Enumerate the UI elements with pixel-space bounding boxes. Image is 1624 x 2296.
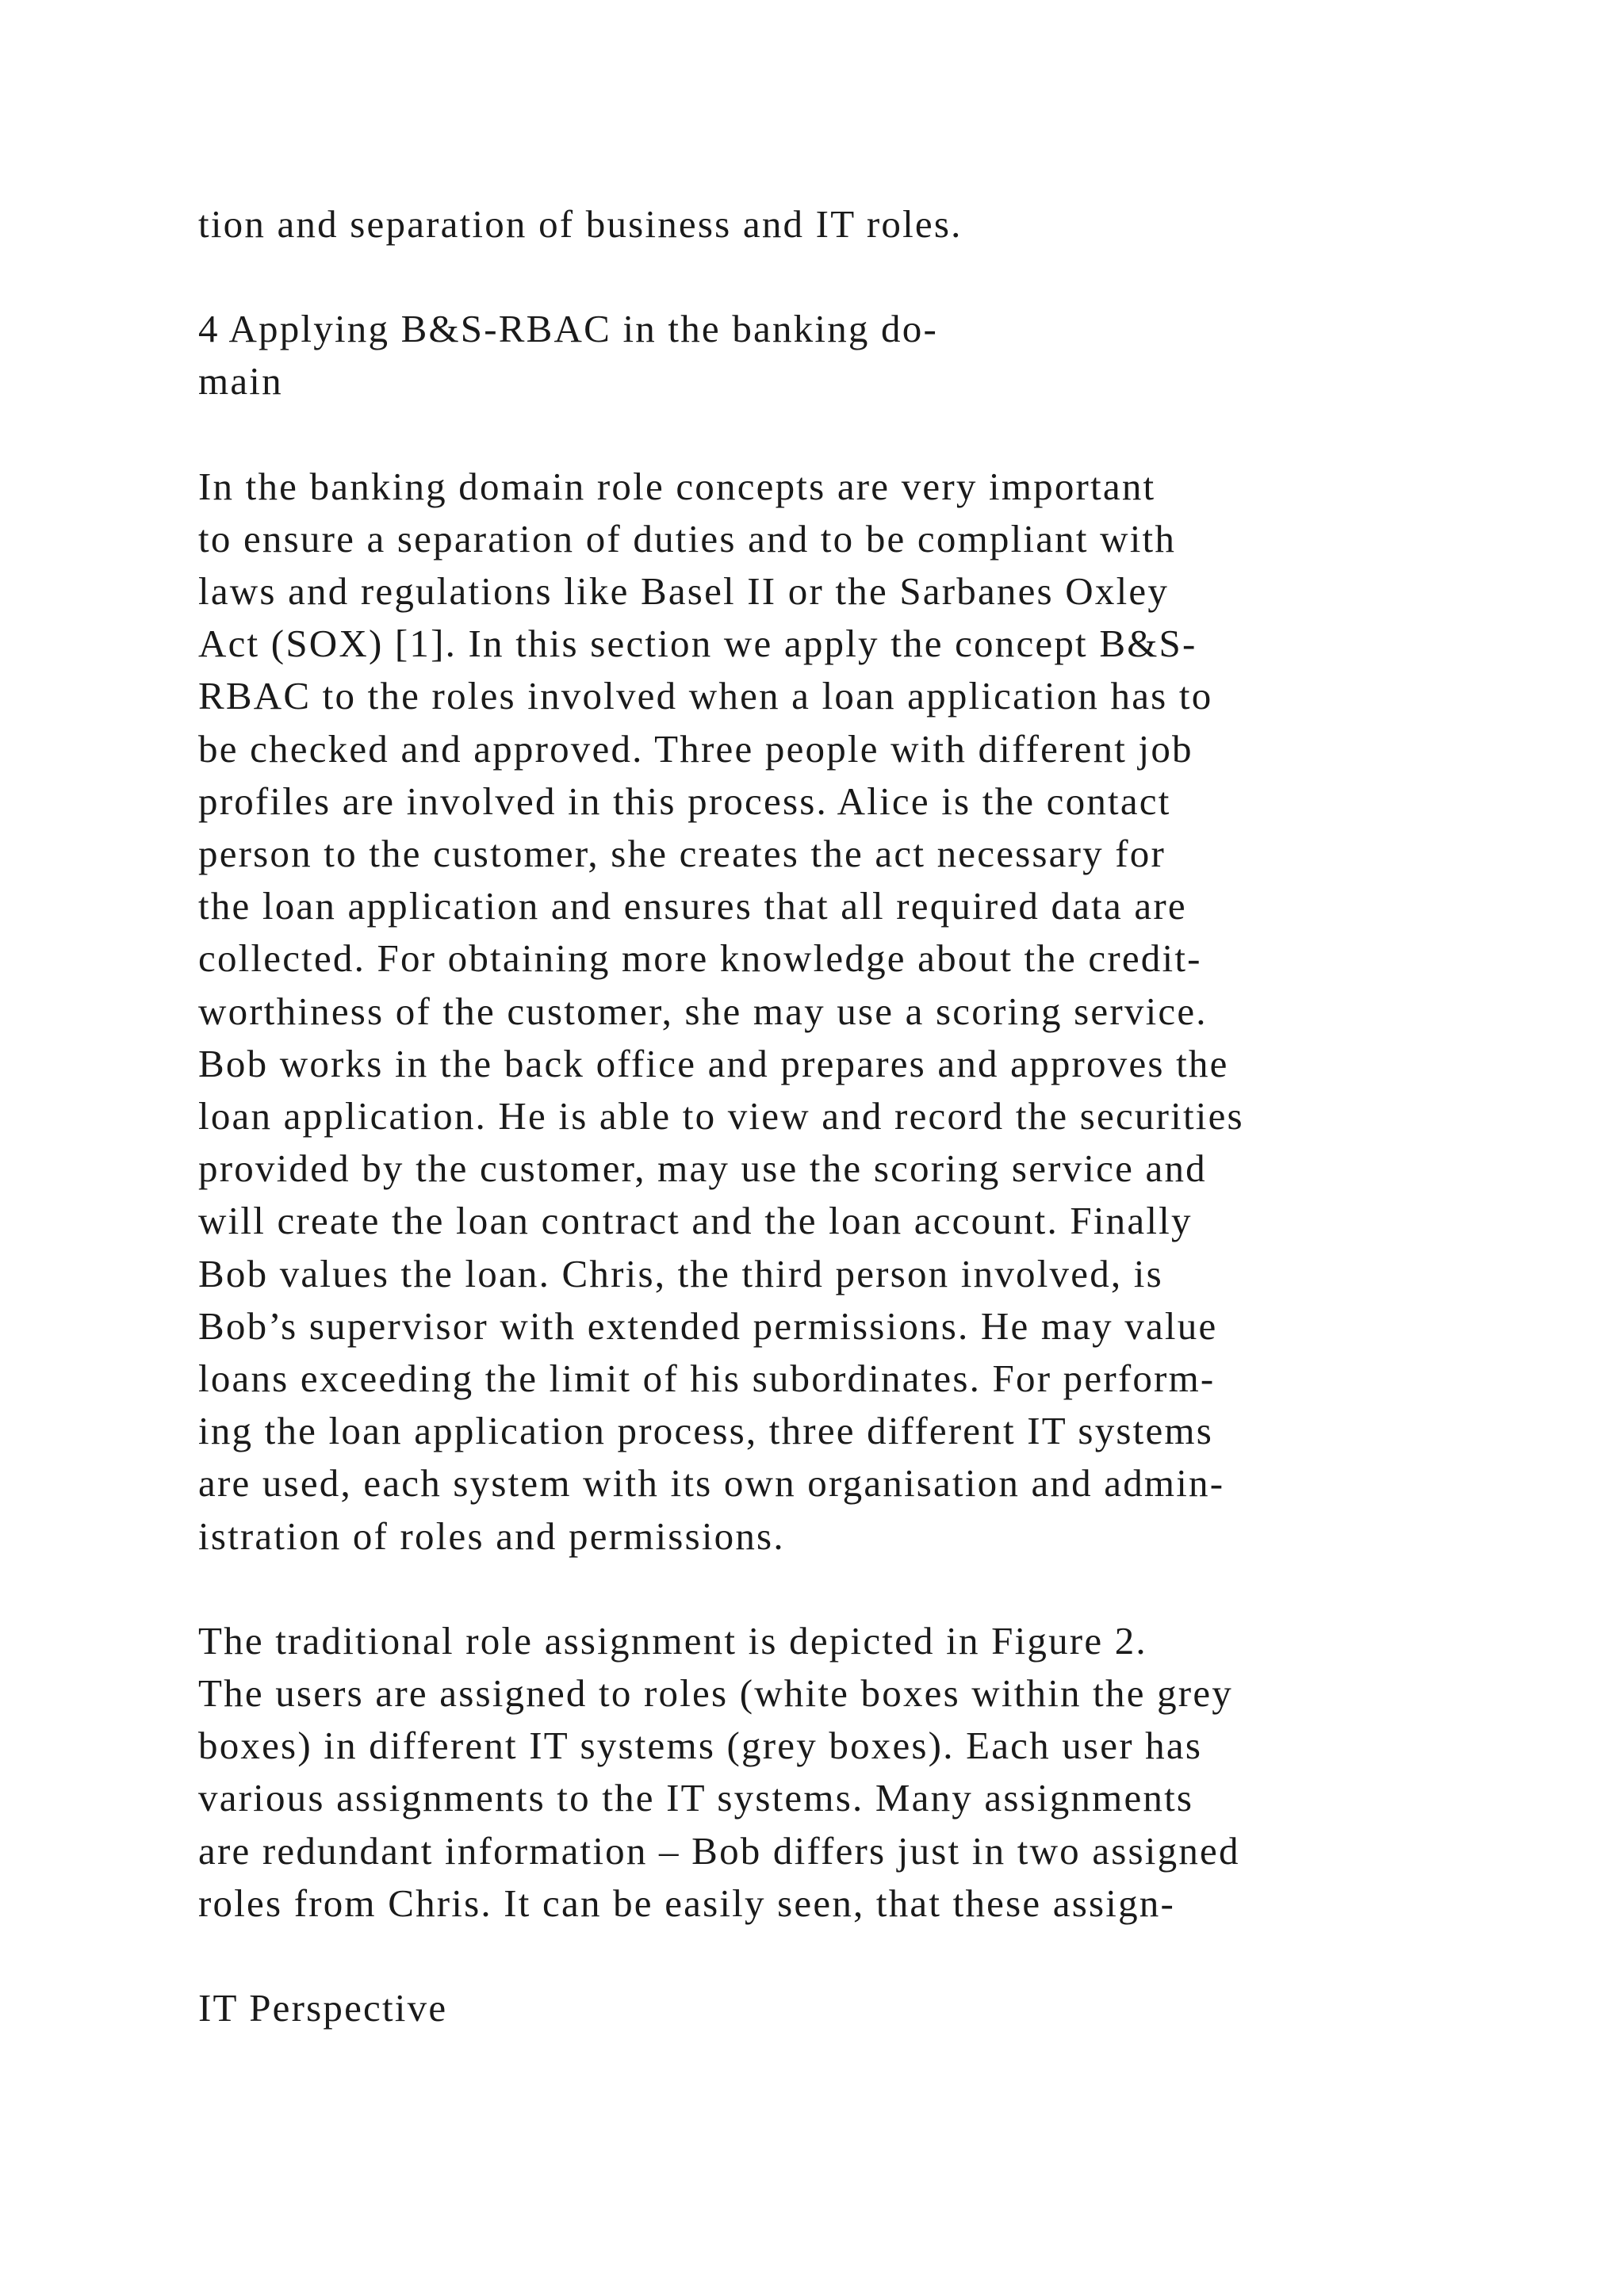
text-line: loan application. He is able to view and record the securities	[198, 1094, 1244, 1138]
text-line: tion and separation of business and IT roles.	[198, 202, 963, 246]
text-line: the loan application and ensures that all required data are	[198, 884, 1187, 928]
text-line: worthiness of the customer, she may use a scoring service.	[198, 989, 1208, 1033]
paragraph-1	[198, 461, 1435, 1563]
text-line: In the banking domain role concepts are very important	[198, 464, 1156, 508]
text-line: Bob works in the back office and prepares and approves the	[198, 1041, 1229, 1085]
text-line: laws and regulations like Basel II or the Sarbanes Oxley	[198, 569, 1170, 614]
text-line: RBAC to the roles involved when a loan application has to	[198, 674, 1213, 718]
text-line: The traditional role assignment is depicted in Figure 2.	[198, 1618, 1147, 1663]
text-line: Act (SOX) [1]. In this section we apply the concept B&S-	[198, 622, 1197, 666]
figure-label	[198, 1982, 1435, 2034]
heading-line: 4 Applying B&S-RBAC in the banking do-	[198, 307, 938, 351]
text-line: Bob values the loan. Chris, the third person involved, is	[198, 1251, 1163, 1295]
text-line: The users are assigned to roles (white boxes within the grey	[198, 1671, 1233, 1716]
text-line: will create the loan contract and the loan account. Finally	[198, 1199, 1193, 1243]
paragraph-2	[198, 1615, 1435, 1930]
paragraph-gap	[198, 1930, 1435, 1982]
text-line: are used, each system with its own organisation and admin-	[198, 1461, 1225, 1506]
paragraph-gap	[198, 1563, 1435, 1615]
text-line: boxes) in different IT systems (grey boxes). Each user has	[198, 1724, 1203, 1768]
text-line: are redundant information – Bob differs just in two assigned	[198, 1828, 1240, 1873]
text-line: collected. For obtaining more knowledge about the credit-	[198, 936, 1202, 981]
section-heading	[198, 303, 1435, 408]
document-page	[198, 198, 1435, 2034]
text-line: istration of roles and permissions.	[198, 1513, 785, 1558]
text-line: roles from Chris. It can be easily seen, that these assign-	[198, 1881, 1175, 1925]
paragraph-gap	[198, 251, 1435, 303]
text-line: be checked and approved. Three people with different job	[198, 726, 1193, 771]
intro-text	[198, 198, 1435, 251]
text-line: provided by the customer, may use the scoring service and	[198, 1146, 1207, 1191]
paragraph-gap	[198, 408, 1435, 461]
text-line: loans exceeding the limit of his subordinates. For perform-	[198, 1357, 1216, 1401]
text-line: ing the loan application process, three different IT systems	[198, 1409, 1214, 1453]
heading-line: main	[198, 359, 283, 404]
text-line: Bob’s supervisor with extended permissions. He may value	[198, 1303, 1218, 1348]
text-line: person to the customer, she creates the act necessary for	[198, 832, 1166, 876]
text-line: various assignments to the IT systems. Many assignments	[198, 1776, 1194, 1820]
text-line: to ensure a separation of duties and to be compliant with	[198, 516, 1177, 561]
figure-label-line: IT Perspective	[198, 1986, 448, 2030]
text-line: profiles are involved in this process. Alice is the contact	[198, 779, 1171, 823]
